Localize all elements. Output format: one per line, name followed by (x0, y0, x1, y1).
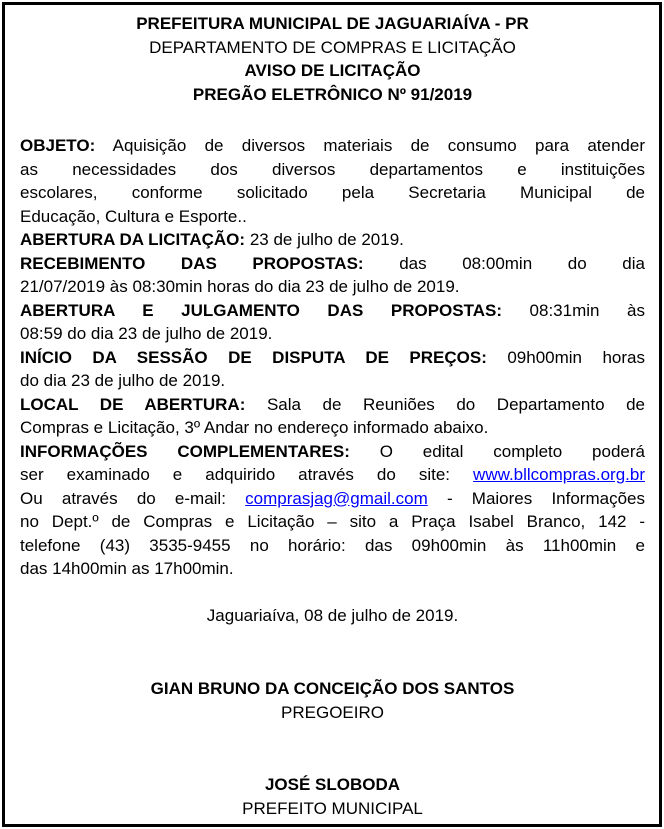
body-text: 08:31min às (529, 300, 645, 320)
spacer (20, 724, 645, 773)
field-label: OBJETO: (20, 136, 96, 155)
signer-name: GIAN BRUNO DA CONCEIÇÃO DOS SANTOS (150, 679, 515, 698)
pregao-number: PREGÃO ELETRÔNICO Nº 91/2019 (192, 84, 473, 104)
link-email[interactable]: comprasjag@gmail.com (245, 488, 428, 508)
body-text: - Maiores Informações (446, 488, 645, 508)
spacer (20, 627, 645, 677)
body-line (20, 228, 645, 252)
body-text: 09h00min horas (507, 347, 645, 367)
link-bllcompras[interactable]: www.bllcompras.org.br (473, 465, 645, 484)
body-line (20, 205, 645, 229)
field-label: LOCAL DE ABERTURA: (20, 394, 246, 414)
body-text: 08:59 do dia 23 de julho de 2019. (20, 324, 273, 343)
body-line (20, 557, 645, 581)
body-text: do dia 23 de julho de 2019. (20, 371, 226, 390)
body-line (20, 440, 645, 464)
body-text: as necessidades dos diversos departamentos e instituições (20, 159, 645, 179)
body-text: das 08:00min do dia (399, 253, 645, 273)
body-text: das 14h00min as 17h00min. (20, 559, 234, 578)
field-label: INÍCIO DA SESSÃO DE DISPUTA DE PREÇOS: (20, 347, 487, 367)
notice-title: AVISO DE LICITAÇÃO (244, 61, 421, 80)
body-text: ser examinado e adquirido através do site: (20, 465, 451, 484)
body-line (20, 252, 645, 276)
body-text: telefone (43) 3535-9455 no horário: das 09h00min às 11h00min e (20, 535, 645, 555)
notice-document (2, 2, 662, 827)
spacer (20, 106, 645, 134)
body-line (20, 181, 645, 205)
body-line (20, 416, 645, 440)
body-line (20, 463, 645, 487)
body-text: O edital completo poderá (379, 441, 645, 461)
body-line (20, 299, 645, 323)
signature-block-pregoeiro (20, 677, 645, 724)
signer-name: JOSÉ SLOBODA (264, 775, 401, 794)
signer-role: PREFEITO MUNICIPAL (242, 798, 423, 818)
body-text: Compras e Licitação, 3º Andar no endereço informado abaixo. (20, 418, 489, 437)
document-body (20, 134, 645, 581)
body-text: no Dept.º de Compras e Licitação – sito a Praça Isabel Branco, 142 - (20, 512, 645, 531)
body-line (20, 534, 645, 558)
document-header (20, 12, 645, 106)
body-text: Sala de Reuniões do Departamento de (266, 394, 645, 414)
body-line (20, 393, 645, 417)
org-name: PREFEITURA MUNICIPAL DE JAGUARIAÍVA - PR (136, 14, 529, 33)
body-text: Ou através do e-mail: (20, 488, 226, 508)
department-name: DEPARTAMENTO DE COMPRAS E LICITAÇÃO (149, 37, 516, 57)
body-line (20, 322, 645, 346)
body-line (20, 487, 645, 511)
body-text: Educação, Cultura e Esporte.. (20, 206, 247, 226)
signature-block-prefeito (20, 773, 645, 820)
field-label: INFORMAÇÕES COMPLEMENTARES: (20, 441, 350, 461)
body-text: 21/07/2019 às 08:30min horas do dia 23 de julho de 2019. (20, 277, 460, 296)
field-label: ABERTURA DA LICITAÇÃO: (20, 230, 246, 249)
body-text: Aquisição de diversos materiais de consumo para atender (112, 136, 645, 155)
field-label: RECEBIMENTO DAS PROPOSTAS: (20, 253, 364, 273)
signer-role: PREGOEIRO (281, 702, 384, 722)
body-line (20, 346, 645, 370)
body-line (20, 158, 645, 182)
date-line: Jaguariaíva, 08 de julho de 2019. (206, 605, 459, 625)
spacer (20, 581, 645, 604)
body-text: 23 de julho de 2019. (249, 230, 404, 249)
body-line (20, 510, 645, 534)
body-text: escolares, conforme solicitado pela Secretaria Municipal de (20, 183, 645, 202)
body-line (20, 369, 645, 393)
body-line (20, 275, 645, 299)
field-label: ABERTURA E JULGAMENTO DAS PROPOSTAS: (20, 300, 502, 320)
body-line (20, 134, 645, 158)
